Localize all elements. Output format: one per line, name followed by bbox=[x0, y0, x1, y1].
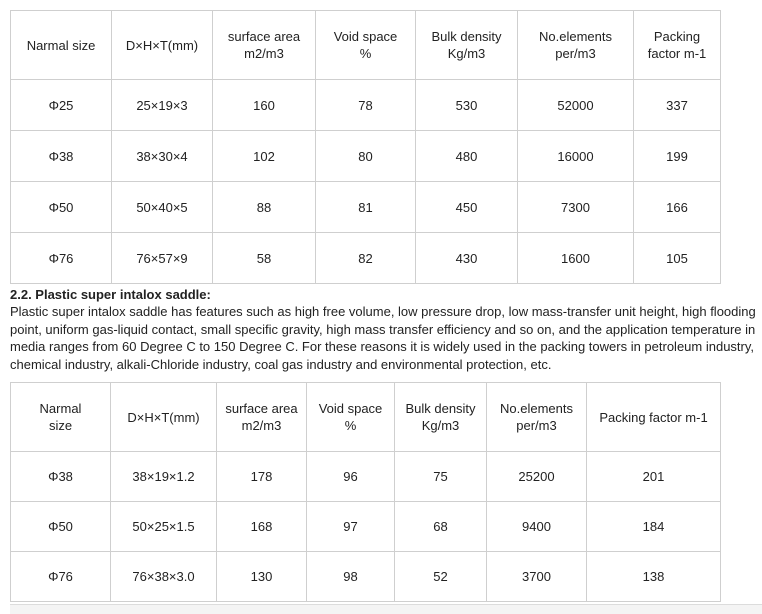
table-cell: 530 bbox=[416, 80, 518, 131]
table-cell: 160 bbox=[213, 80, 316, 131]
table-cell: 7300 bbox=[518, 182, 634, 233]
table-header-row bbox=[11, 383, 721, 452]
table-cell: 168 bbox=[217, 502, 307, 552]
table-cell: 96 bbox=[307, 452, 395, 502]
header-cell: Bulk density Kg/m3 bbox=[395, 383, 487, 452]
table-plastic-super-intalox-saddle bbox=[10, 382, 721, 602]
table-cell: 178 bbox=[217, 452, 307, 502]
table-cell: 3700 bbox=[487, 552, 587, 602]
header-cell: Packing factor m-1 bbox=[587, 383, 721, 452]
header-cell: surface area m2/m3 bbox=[213, 11, 316, 80]
table-cell: 25×19×3 bbox=[112, 80, 213, 131]
table-cell: 80 bbox=[316, 131, 416, 182]
table-cell: 450 bbox=[416, 182, 518, 233]
table-cell: 430 bbox=[416, 233, 518, 284]
table-cell: 97 bbox=[307, 502, 395, 552]
table-cell: 337 bbox=[634, 80, 721, 131]
table-cell: 102 bbox=[213, 131, 316, 182]
table-cell: 9400 bbox=[487, 502, 587, 552]
table-cell: 76×38×3.0 bbox=[111, 552, 217, 602]
header-cell: Narmal size bbox=[11, 383, 111, 452]
header-cell: No.elements per/m3 bbox=[487, 383, 587, 452]
header-cell: surface area m2/m3 bbox=[217, 383, 307, 452]
table-cell: 52 bbox=[395, 552, 487, 602]
header-cell: Void space % bbox=[316, 11, 416, 80]
table-row bbox=[11, 131, 721, 182]
table-row bbox=[11, 80, 721, 131]
table-cell: 16000 bbox=[518, 131, 634, 182]
table-cell: Φ50 bbox=[11, 182, 112, 233]
table-cell: 75 bbox=[395, 452, 487, 502]
section-heading: 2.2. Plastic super intalox saddle: bbox=[10, 287, 211, 302]
table-cell: 105 bbox=[634, 233, 721, 284]
table-cell: 480 bbox=[416, 131, 518, 182]
header-cell: Packing factor m-1 bbox=[634, 11, 721, 80]
table-cell: Φ25 bbox=[11, 80, 112, 131]
table-row bbox=[11, 552, 721, 602]
table-cell: 81 bbox=[316, 182, 416, 233]
table-cell: 1600 bbox=[518, 233, 634, 284]
header-cell: No.elements per/m3 bbox=[518, 11, 634, 80]
table-cell: 199 bbox=[634, 131, 721, 182]
table-cell: 58 bbox=[213, 233, 316, 284]
table-cell: 50×25×1.5 bbox=[111, 502, 217, 552]
table-cell: 50×40×5 bbox=[112, 182, 213, 233]
table-super-saddle-ceramic bbox=[10, 10, 721, 284]
table-cell: Φ38 bbox=[11, 131, 112, 182]
table-cell: Φ76 bbox=[11, 233, 112, 284]
table-cell: 166 bbox=[634, 182, 721, 233]
header-cell: Bulk density Kg/m3 bbox=[416, 11, 518, 80]
table-row bbox=[11, 182, 721, 233]
header-cell: D×H×T(mm) bbox=[111, 383, 217, 452]
table-cell: 88 bbox=[213, 182, 316, 233]
table-cell: 76×57×9 bbox=[112, 233, 213, 284]
header-cell: D×H×T(mm) bbox=[112, 11, 213, 80]
table-cell: 201 bbox=[587, 452, 721, 502]
table-cell: 82 bbox=[316, 233, 416, 284]
table-cell: 38×30×4 bbox=[112, 131, 213, 182]
table-cell: 184 bbox=[587, 502, 721, 552]
table-cell: 138 bbox=[587, 552, 721, 602]
table-cell: 25200 bbox=[487, 452, 587, 502]
table-cell: Φ50 bbox=[11, 502, 111, 552]
table-row bbox=[11, 502, 721, 552]
table-cell: Φ38 bbox=[11, 452, 111, 502]
table-header-row bbox=[11, 11, 721, 80]
table-cell: 52000 bbox=[518, 80, 634, 131]
section-paragraph: Plastic super intalox saddle has features such as high free volume, low pressure drop, low mass-transfer unit height, high flooding point, uniform gas-liquid contact, small specific gravity, high mass transfer efficiency and so on, and the application temperature in media ranges from 60 Degree C to 150 Degree C. For these reasons it is widely used in the packing towers in petroleum industry, chemical industry, alkali-Chloride industry, coal gas industry and environmental protection, etc. bbox=[10, 304, 756, 372]
table-cell: 78 bbox=[316, 80, 416, 131]
table-cell: Φ76 bbox=[11, 552, 111, 602]
table-cell: 38×19×1.2 bbox=[111, 452, 217, 502]
table-cell: 68 bbox=[395, 502, 487, 552]
header-cell: Narmal size bbox=[11, 11, 112, 80]
table-cell: 98 bbox=[307, 552, 395, 602]
section-plastic-super-intalox-saddle bbox=[10, 286, 762, 373]
table-cell: 130 bbox=[217, 552, 307, 602]
header-cell: Void space % bbox=[307, 383, 395, 452]
table-row bbox=[11, 233, 721, 284]
table-row bbox=[11, 452, 721, 502]
